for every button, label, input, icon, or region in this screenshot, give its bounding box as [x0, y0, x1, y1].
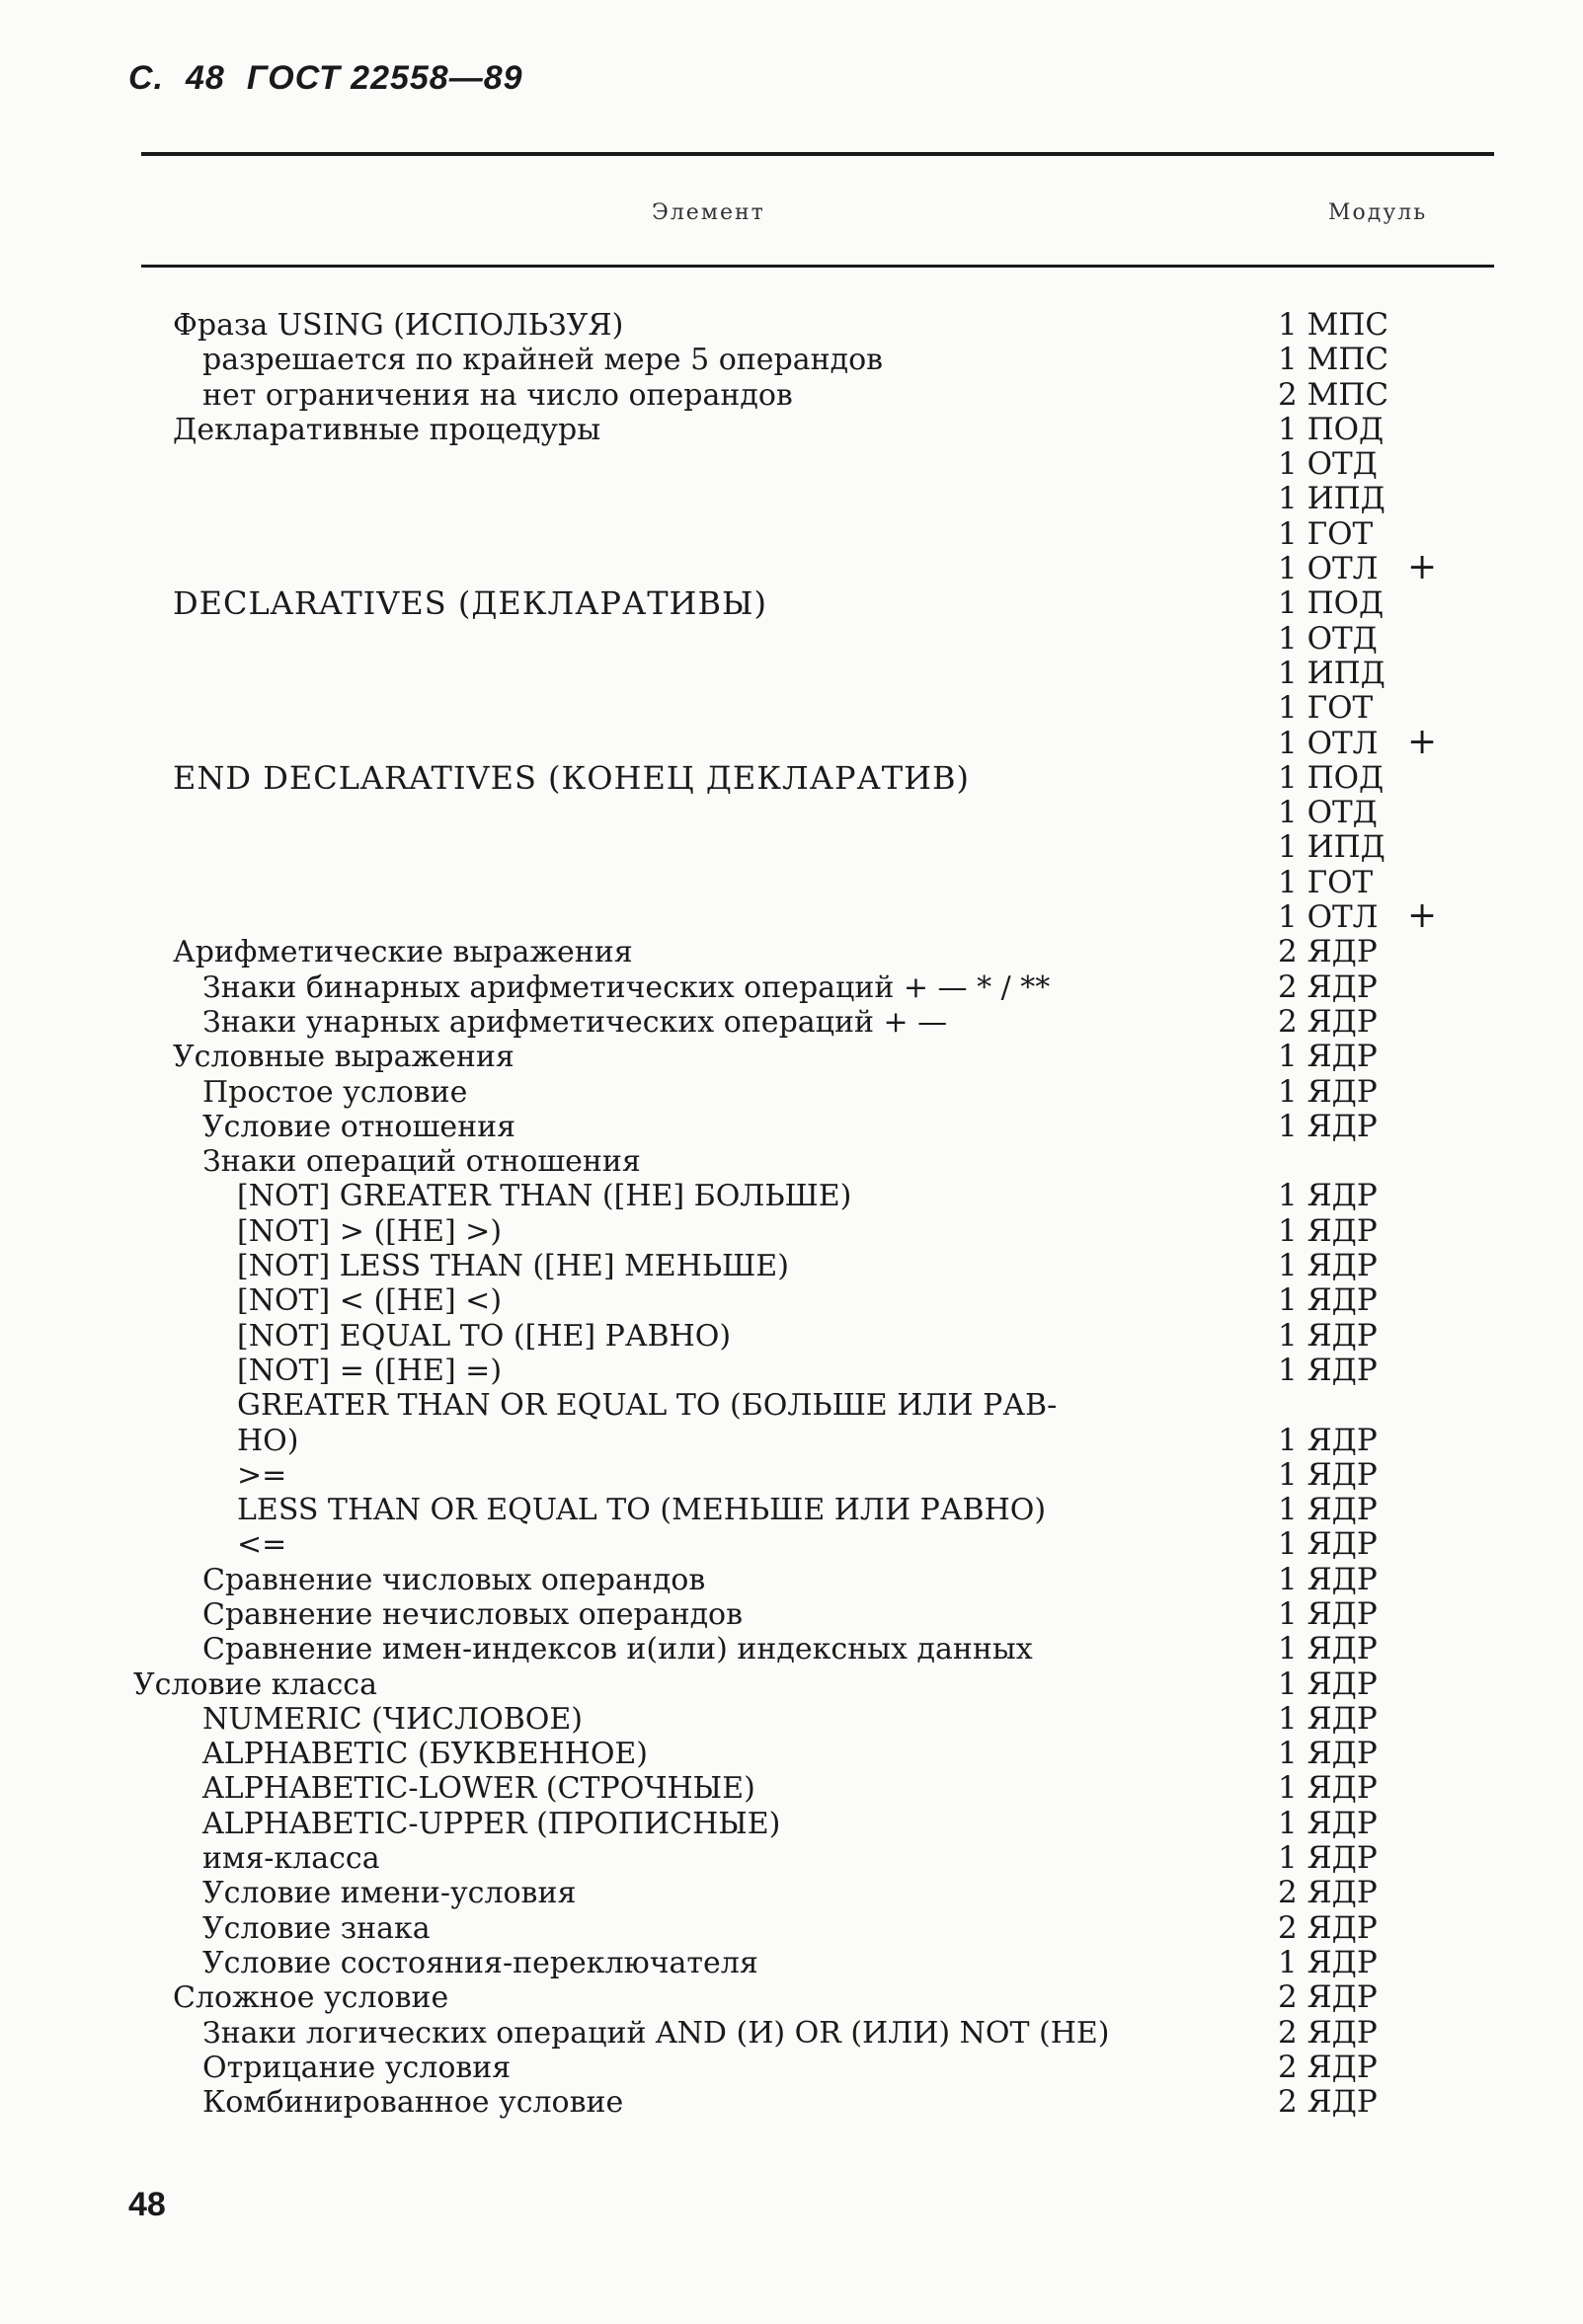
- element-text: Отрицание условия: [202, 2050, 512, 2085]
- table-row: [0, 622, 1583, 657]
- column-header-module: Модуль: [1328, 200, 1428, 225]
- module-value: 1 МПС: [1278, 342, 1389, 378]
- module-value: 1 ЯДР: [1278, 1492, 1378, 1528]
- module-value: 1 ОТД: [1278, 795, 1378, 831]
- module-value: 1 ПОД: [1278, 411, 1385, 447]
- module-value: 1 ЯДР: [1278, 1317, 1378, 1354]
- module-value: 1 ГОТ: [1278, 515, 1374, 552]
- table-row: [0, 1807, 1583, 1841]
- module-value: 1 ЯДР: [1278, 1840, 1378, 1877]
- module-value: 1 ЯДР: [1278, 1666, 1378, 1702]
- column-header-element: Элемент: [652, 200, 765, 225]
- element-text: Сравнение имен-индексов и(или) индексных данных: [202, 1632, 1033, 1667]
- table-row: [0, 970, 1583, 1005]
- table-row: [0, 1040, 1583, 1074]
- table-row: [0, 830, 1583, 865]
- module-value: 2 ЯДР: [1278, 968, 1378, 1005]
- element-text: DECLARATIVES (ДЕКЛАРАТИВЫ): [173, 584, 767, 623]
- element-text: [NOT] > ([НЕ] >): [237, 1213, 503, 1249]
- table-row: [0, 1319, 1583, 1354]
- element-text: [NOT] < ([НЕ] <): [237, 1283, 503, 1319]
- element-text: Знаки бинарных арифметических операций + — * / **: [202, 969, 1051, 1005]
- module-value: 1 ОТД: [1278, 446, 1378, 483]
- table-row: [0, 1980, 1583, 2015]
- table-row: [0, 796, 1583, 830]
- table-row: [0, 1075, 1583, 1110]
- element-text: [NOT] = ([НЕ] =): [237, 1353, 503, 1388]
- table-row: [0, 721, 1583, 762]
- table-row: [0, 1841, 1583, 1876]
- module-value: 2 ЯДР: [1278, 1979, 1378, 2016]
- module-value: 1 ИПД: [1278, 655, 1385, 691]
- module-value: 1 ЯДР: [1278, 1212, 1378, 1249]
- module-value: 2 ЯДР: [1278, 1003, 1378, 1040]
- module-value: 1 ГОТ: [1278, 690, 1374, 727]
- plus-mark: +: [1407, 547, 1438, 588]
- table-row: [0, 2085, 1583, 2120]
- table-row: [0, 1424, 1583, 1458]
- element-text: NUMERIC (ЧИСЛОВОЕ): [202, 1701, 583, 1737]
- module-value: 1 ЯДР: [1278, 1631, 1378, 1667]
- element-text: Условие имени-условия: [202, 1876, 577, 1911]
- table-row: [0, 1876, 1583, 1910]
- element-text: нет ограничения на число операндов: [202, 377, 793, 413]
- module-value: 2 ЯДР: [1278, 934, 1378, 970]
- table-row: [0, 866, 1583, 900]
- element-text: <=: [237, 1527, 287, 1563]
- element-text: Условные выражения: [173, 1040, 514, 1075]
- table-row: [0, 1388, 1583, 1423]
- element-text: Сравнение нечисловых операндов: [202, 1596, 744, 1632]
- element-text: GREATER THAN OR EQUAL TO (БОЛЬШЕ ИЛИ РАВ-: [237, 1388, 1058, 1424]
- element-text: Знаки операций отношения: [202, 1144, 641, 1180]
- module-value: 2 ЯДР: [1278, 1909, 1378, 1946]
- table-row: [0, 691, 1583, 726]
- element-text: Условие отношения: [202, 1109, 516, 1144]
- element-text: LESS THAN OR EQUAL TO (МЕНЬШЕ ИЛИ РАВНО): [237, 1493, 1047, 1528]
- module-value: 1 ИПД: [1278, 829, 1385, 866]
- element-text: END DECLARATIVES (КОНЕЦ ДЕКЛАРАТИВ): [173, 758, 970, 797]
- element-text: НО): [237, 1423, 299, 1458]
- module-value: 1 ЯДР: [1278, 1526, 1378, 1563]
- header-page: 48: [186, 59, 225, 97]
- module-value: 1 ПОД: [1278, 759, 1385, 796]
- table-row: [0, 1005, 1583, 1040]
- table-row: [0, 1458, 1583, 1493]
- table-row: [0, 2051, 1583, 2085]
- table-row: [0, 586, 1583, 621]
- table-row: [0, 2016, 1583, 2051]
- table-row: [0, 378, 1583, 413]
- module-value: 1 ЯДР: [1278, 1352, 1378, 1388]
- table-row: [0, 1283, 1583, 1318]
- table-row: [0, 1527, 1583, 1562]
- table-row: [0, 1597, 1583, 1632]
- element-text: Знаки логических операций AND (И) OR (ИЛИ) NOT (НЕ): [202, 2015, 1110, 2051]
- module-value: 1 ЯДР: [1278, 1248, 1378, 1284]
- table-row: [0, 935, 1583, 969]
- module-value: 1 ЯДР: [1278, 1178, 1378, 1214]
- table-row: [0, 1946, 1583, 1980]
- element-text: [NOT] GREATER THAN ([НЕ] БОЛЬШЕ): [237, 1179, 852, 1214]
- element-text: Условие класса: [133, 1666, 377, 1702]
- table-row: [0, 547, 1583, 588]
- table-row: [0, 1737, 1583, 1771]
- plus-mark: +: [1407, 895, 1438, 937]
- module-value: 1 ЯДР: [1278, 1108, 1378, 1144]
- element-text: Сравнение числовых операндов: [202, 1562, 706, 1597]
- module-value: 2 ЯДР: [1278, 2014, 1378, 2051]
- module-value: 1 ОТЛ: [1278, 725, 1379, 761]
- module-value: 1 ЯДР: [1278, 1770, 1378, 1807]
- module-value: 1 ОТЛ: [1278, 899, 1379, 936]
- element-text: Декларативные процедуры: [173, 412, 601, 447]
- module-value: 1 ГОТ: [1278, 864, 1374, 900]
- module-value: 1 ЯДР: [1278, 1736, 1378, 1772]
- table-row: [0, 1493, 1583, 1527]
- table-row: [0, 1179, 1583, 1213]
- table-row: [0, 1563, 1583, 1597]
- table-row: [0, 1214, 1583, 1249]
- element-text: Условие знака: [202, 1910, 431, 1946]
- table-row: [0, 895, 1583, 937]
- module-value: 1 ЯДР: [1278, 1595, 1378, 1632]
- table-row: [0, 482, 1583, 516]
- page-number: 48: [128, 2186, 166, 2223]
- module-value: 1 ЯДР: [1278, 1039, 1378, 1075]
- top-rule: [141, 152, 1494, 156]
- element-text: имя-класса: [202, 1841, 380, 1877]
- table-row: [0, 343, 1583, 377]
- element-text: Знаки унарных арифметических операций + —: [202, 1004, 948, 1040]
- element-text: разрешается по крайней мере 5 операндов: [202, 343, 884, 378]
- plus-mark: +: [1407, 721, 1438, 762]
- module-value: 2 ЯДР: [1278, 1875, 1378, 1911]
- module-value: 1 ЯДР: [1278, 1456, 1378, 1493]
- table-row: [0, 1249, 1583, 1283]
- table-row: [0, 517, 1583, 552]
- element-text: ALPHABETIC-UPPER (ПРОПИСНЫЕ): [202, 1806, 781, 1841]
- module-value: 1 ЯДР: [1278, 1561, 1378, 1597]
- module-value: 1 ИПД: [1278, 481, 1385, 517]
- module-value: 2 МПС: [1278, 376, 1389, 413]
- header-prefix: С.: [128, 59, 164, 97]
- header-standard: ГОСТ 22558—89: [246, 59, 523, 97]
- table-row: [0, 1110, 1583, 1144]
- table-row: [0, 1771, 1583, 1806]
- table-row: [0, 1144, 1583, 1179]
- element-text: ALPHABETIC-LOWER (СТРОЧНЫЕ): [202, 1771, 755, 1807]
- table-row: [0, 657, 1583, 691]
- table-row: [0, 758, 1583, 797]
- table-row: [0, 413, 1583, 447]
- module-value: 2 ЯДР: [1278, 2049, 1378, 2085]
- module-value: 1 ЯДР: [1278, 1282, 1378, 1319]
- element-text: Простое условие: [202, 1074, 468, 1110]
- module-value: 1 ЯДР: [1278, 1700, 1378, 1737]
- header-rule: [141, 265, 1494, 268]
- module-value: 1 ЯДР: [1278, 1073, 1378, 1110]
- table-row: [0, 1911, 1583, 1946]
- table-row: [0, 1667, 1583, 1702]
- table-row: [0, 1702, 1583, 1737]
- element-text: Условие состояния-переключателя: [202, 1945, 758, 1980]
- module-value: 2 ЯДР: [1278, 2084, 1378, 2121]
- table-row: [0, 447, 1583, 482]
- table-row: [0, 1632, 1583, 1666]
- table-row: [0, 1354, 1583, 1388]
- element-text: [NOT] EQUAL TO ([НЕ] РАВНО): [237, 1318, 732, 1354]
- module-value: 1 ЯДР: [1278, 1944, 1378, 1980]
- element-text: >=: [237, 1457, 287, 1493]
- element-text: ALPHABETIC (БУКВЕННОЕ): [202, 1737, 649, 1772]
- element-text: Фраза USING (ИСПОЛЬЗУЯ): [173, 308, 624, 343]
- element-text: [NOT] LESS THAN ([НЕ] МЕНЬШЕ): [237, 1249, 789, 1284]
- table-row: [0, 308, 1583, 343]
- module-value: 1 ЯДР: [1278, 1422, 1378, 1458]
- module-value: 1 ЯДР: [1278, 1805, 1378, 1841]
- running-header: [128, 59, 545, 98]
- module-value: 1 ПОД: [1278, 585, 1385, 622]
- module-value: 1 ОТД: [1278, 620, 1378, 657]
- table-body: [0, 308, 1583, 2120]
- element-text: Сложное условие: [173, 1980, 449, 2016]
- element-text: Комбинированное условие: [202, 2085, 624, 2121]
- element-text: Арифметические выражения: [173, 935, 633, 970]
- module-value: 1 ОТЛ: [1278, 551, 1379, 587]
- module-value: 1 МПС: [1278, 307, 1389, 343]
